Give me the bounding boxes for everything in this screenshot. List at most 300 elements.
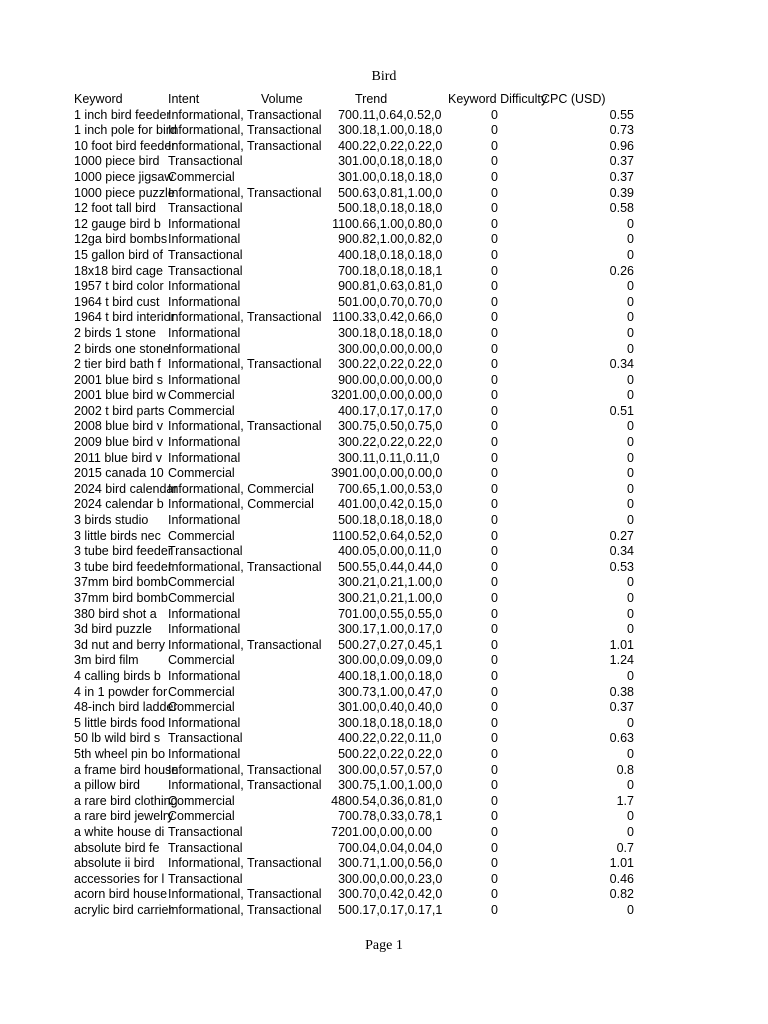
cell-trend: 0.22,0.22,0.22,0 (352, 138, 443, 153)
cell-intent: Transactional (168, 201, 243, 216)
cell-volume: 480 (331, 793, 352, 808)
table-row (74, 794, 644, 810)
table-row (74, 872, 644, 888)
cell-keyword-difficulty: 0 (491, 746, 498, 761)
table-header-row (74, 92, 644, 108)
cell-keyword-difficulty: 0 (491, 778, 498, 793)
cell-intent: Informational (168, 450, 241, 465)
cell-keyword-difficulty: 0 (491, 154, 498, 169)
cell-volume: 40 (338, 731, 352, 746)
cell-keyword-difficulty: 0 (491, 668, 498, 683)
cell-keyword-difficulty: 0 (491, 481, 498, 496)
cell-intent: Informational (168, 372, 241, 387)
cell-cpc: 0 (627, 715, 634, 730)
cell-keyword: 10 foot bird feeder (74, 138, 176, 153)
cell-cpc: 0 (627, 341, 634, 356)
cell-volume: 30 (338, 357, 352, 372)
cell-keyword-difficulty: 0 (491, 637, 498, 652)
table-row (74, 108, 644, 124)
cell-volume: 50 (338, 637, 352, 652)
cell-cpc: 0.46 (609, 871, 634, 886)
cell-intent: Commercial (168, 403, 235, 418)
table-row (74, 342, 644, 358)
cell-intent: Informational (168, 622, 241, 637)
cell-volume: 40 (338, 247, 352, 262)
cell-cpc: 0 (627, 622, 634, 637)
cell-cpc: 0.8 (616, 762, 634, 777)
cell-cpc: 0 (627, 824, 634, 839)
cell-trend: 0.04,0.04,0.04,0 (352, 840, 443, 855)
cell-intent: Informational, Transactional (168, 138, 322, 153)
page-title: Bird (371, 69, 397, 84)
cell-cpc: 0.37 (609, 169, 634, 184)
cell-intent: Transactional (168, 824, 243, 839)
cell-keyword-difficulty: 0 (491, 435, 498, 450)
cell-keyword: 3d nut and berry (74, 637, 166, 652)
cell-intent: Informational, Transactional (168, 310, 322, 325)
cell-cpc: 0.26 (609, 263, 634, 278)
table-row (74, 825, 644, 841)
cell-intent: Informational, Transactional (168, 357, 322, 372)
table-row (74, 622, 644, 638)
cell-volume: 90 (338, 232, 352, 247)
cell-intent: Informational, Transactional (168, 887, 322, 902)
table-row (74, 607, 644, 623)
cell-volume: 70 (338, 840, 352, 855)
cell-intent: Commercial (168, 700, 235, 715)
cell-keyword: absolute ii bird (74, 856, 155, 871)
cell-cpc: 0 (627, 497, 634, 512)
table-row (74, 856, 644, 872)
cell-keyword: 2 birds one stone (74, 341, 170, 356)
cell-cpc: 0.73 (609, 123, 634, 138)
cell-volume: 30 (338, 575, 352, 590)
cell-cpc: 0 (627, 419, 634, 434)
cell-keyword-difficulty: 0 (491, 809, 498, 824)
cell-trend: 0.18,0.18,0.18,0 (352, 513, 443, 528)
cell-keyword: 1000 piece jigsaw (74, 169, 174, 184)
cell-keyword-difficulty: 0 (491, 107, 498, 122)
cell-intent: Informational, Transactional (168, 902, 322, 917)
cell-cpc: 0.38 (609, 684, 634, 699)
cell-intent: Transactional (168, 263, 243, 278)
table-row (74, 591, 644, 607)
cell-trend: 1.00,0.00,0.00 (352, 824, 432, 839)
cell-keyword-difficulty: 0 (491, 450, 498, 465)
cell-keyword-difficulty: 0 (491, 169, 498, 184)
cell-keyword: 2024 bird calendar (74, 481, 178, 496)
cell-keyword: 3 tube bird feeder (74, 544, 172, 559)
cell-keyword: acrylic bird carrier (74, 902, 173, 917)
cell-cpc: 0 (627, 325, 634, 340)
cell-cpc: 0 (627, 247, 634, 262)
cell-trend: 0.00,0.00,0.00,0 (352, 372, 443, 387)
cell-keyword: 3 tube bird feeder (74, 559, 172, 574)
table-row (74, 560, 644, 576)
cell-cpc: 1.01 (609, 637, 634, 652)
cell-intent: Informational (168, 294, 241, 309)
table-row (74, 186, 644, 202)
cell-intent: Commercial (168, 575, 235, 590)
table-row (74, 731, 644, 747)
column-header-keyword-difficulty: Keyword Difficulty (448, 92, 548, 106)
cell-keyword: 37mm bird bomb (74, 591, 168, 605)
cell-volume: 70 (338, 809, 352, 824)
cell-keyword: a rare bird clothing (74, 793, 178, 808)
cell-keyword-difficulty: 0 (491, 294, 498, 309)
table-row (74, 404, 644, 420)
cell-trend: 0.18,0.18,0.18,0 (352, 247, 443, 262)
cell-trend: 0.18,0.18,0.18,0 (352, 201, 443, 216)
cell-trend: 0.17,0.17,0.17,0 (352, 403, 443, 418)
cell-intent: Informational, Commercial (168, 497, 314, 512)
cell-keyword-difficulty: 0 (491, 466, 498, 481)
cell-cpc: 0 (627, 606, 634, 621)
cell-volume: 30 (338, 653, 352, 668)
cell-trend: 1.00,0.70,0.70,0 (352, 294, 443, 309)
table-row (74, 451, 644, 467)
keyword-table (74, 92, 644, 918)
cell-trend: 0.21,0.21,1.00,0 (352, 575, 443, 590)
cell-trend: 1.00,0.18,0.18,0 (352, 154, 443, 169)
cell-intent: Informational, Transactional (168, 419, 322, 434)
cell-intent: Commercial (168, 684, 235, 699)
cell-trend: 0.18,0.18,0.18,0 (352, 325, 443, 340)
cell-trend: 0.63,0.81,1.00,0 (352, 185, 443, 200)
cell-keyword-difficulty: 0 (491, 138, 498, 153)
table-row (74, 466, 644, 482)
cell-keyword-difficulty: 0 (491, 622, 498, 637)
cell-keyword: 3d bird puzzle (74, 622, 152, 637)
cell-volume: 30 (338, 419, 352, 434)
column-header-keyword: Keyword (74, 92, 123, 106)
table-row (74, 529, 644, 545)
table-row (74, 170, 644, 186)
cell-cpc: 0 (627, 778, 634, 793)
cell-cpc: 0 (627, 746, 634, 761)
cell-volume: 30 (338, 591, 352, 605)
cell-trend: 0.00,0.00,0.00,0 (352, 341, 443, 356)
cell-trend: 0.22,0.22,0.22,0 (352, 746, 443, 761)
cell-volume: 30 (338, 684, 352, 699)
cell-trend: 0.71,1.00,0.56,0 (352, 856, 443, 871)
cell-intent: Informational, Transactional (168, 559, 322, 574)
cell-volume: 40 (338, 403, 352, 418)
cell-keyword: 12ga bird bombs (74, 232, 168, 247)
cell-trend: 0.18,1.00,0.18,0 (352, 668, 443, 683)
cell-keyword-difficulty: 0 (491, 263, 498, 278)
cell-keyword-difficulty: 0 (491, 279, 498, 294)
cell-trend: 0.18,1.00,0.18,0 (352, 123, 443, 138)
cell-intent: Informational, Transactional (168, 107, 322, 122)
cell-volume: 40 (338, 138, 352, 153)
cell-volume: 30 (338, 871, 352, 886)
cell-volume: 50 (338, 513, 352, 528)
cell-cpc: 0.39 (609, 185, 634, 200)
table-row (74, 700, 644, 716)
cell-volume: 70 (338, 107, 352, 122)
cell-intent: Informational, Transactional (168, 637, 322, 652)
cell-keyword-difficulty: 0 (491, 201, 498, 216)
table-row (74, 778, 644, 794)
cell-cpc: 0.96 (609, 138, 634, 153)
cell-keyword: 5 little birds food (74, 715, 166, 730)
cell-volume: 50 (338, 201, 352, 216)
table-row (74, 638, 644, 654)
table-row (74, 575, 644, 591)
cell-trend: 0.75,1.00,1.00,0 (352, 778, 443, 793)
cell-keyword: 5th wheel pin bo (74, 746, 166, 761)
table-row (74, 295, 644, 311)
cell-trend: 0.70,0.42,0.42,0 (352, 887, 443, 902)
cell-cpc: 0 (627, 216, 634, 231)
cell-keyword: 12 gauge bird b (74, 216, 161, 231)
table-row (74, 139, 644, 155)
cell-trend: 0.00,0.09,0.09,0 (352, 653, 443, 668)
cell-keyword-difficulty: 0 (491, 606, 498, 621)
table-row (74, 716, 644, 732)
cell-trend: 1.00,0.00,0.00,0 (352, 466, 443, 481)
cell-intent: Informational (168, 513, 241, 528)
cell-cpc: 0 (627, 668, 634, 683)
cell-intent: Informational (168, 715, 241, 730)
table-row (74, 419, 644, 435)
cell-volume: 30 (338, 778, 352, 793)
cell-cpc: 1.24 (609, 653, 634, 668)
cell-trend: 0.54,0.36,0.81,0 (352, 793, 443, 808)
cell-keyword-difficulty: 0 (491, 731, 498, 746)
cell-trend: 0.33,0.42,0.66,0 (352, 310, 443, 325)
cell-trend: 1.00,0.40,0.40,0 (352, 700, 443, 715)
cell-keyword: 2001 blue bird w (74, 388, 166, 403)
cell-cpc: 0 (627, 902, 634, 917)
cell-keyword-difficulty: 0 (491, 185, 498, 200)
cell-trend: 0.82,1.00,0.82,0 (352, 232, 443, 247)
cell-cpc: 0 (627, 232, 634, 247)
cell-trend: 0.66,1.00,0.80,0 (352, 216, 443, 231)
cell-trend: 0.21,0.21,1.00,0 (352, 591, 443, 605)
cell-intent: Informational (168, 232, 241, 247)
cell-keyword: 48-inch bird ladder (74, 700, 178, 715)
cell-keyword: 1957 t bird color (74, 279, 164, 294)
cell-trend: 0.00,0.00,0.23,0 (352, 871, 443, 886)
cell-cpc: 0 (627, 372, 634, 387)
cell-trend: 0.81,0.63,0.81,0 (352, 279, 443, 294)
table-row (74, 482, 644, 498)
cell-cpc: 1.01 (609, 856, 634, 871)
cell-cpc: 0 (627, 513, 634, 528)
cell-intent: Informational (168, 325, 241, 340)
cell-intent: Informational, Transactional (168, 123, 322, 138)
table-row (74, 497, 644, 513)
cell-trend: 0.55,0.44,0.44,0 (352, 559, 443, 574)
cell-volume: 50 (338, 902, 352, 917)
cell-volume: 30 (338, 325, 352, 340)
cell-keyword-difficulty: 0 (491, 575, 498, 590)
cell-cpc: 0.51 (609, 403, 634, 418)
cell-keyword: 50 lb wild bird s (74, 731, 161, 746)
cell-volume: 320 (331, 388, 352, 403)
cell-keyword-difficulty: 0 (491, 793, 498, 808)
cell-volume: 30 (338, 435, 352, 450)
table-row (74, 669, 644, 685)
cell-keyword: 2009 blue bird v (74, 435, 163, 450)
cell-keyword: 4 calling birds b (74, 668, 161, 683)
table-row (74, 513, 644, 529)
cell-cpc: 0.7 (616, 840, 634, 855)
cell-keyword-difficulty: 0 (491, 310, 498, 325)
cell-trend: 0.05,0.00,0.11,0 (352, 544, 442, 559)
cell-intent: Informational, Transactional (168, 185, 322, 200)
table-row (74, 841, 644, 857)
cell-cpc: 0 (627, 809, 634, 824)
cell-keyword: 3 birds studio (74, 513, 149, 528)
cell-keyword: 2002 t bird parts (74, 403, 165, 418)
cell-cpc: 1.7 (616, 793, 634, 808)
cell-cpc: 0.34 (609, 357, 634, 372)
cell-volume: 30 (338, 622, 352, 637)
cell-trend: 0.17,0.17,0.17,1 (352, 902, 443, 917)
cell-trend: 1.00,0.18,0.18,0 (352, 169, 443, 184)
cell-volume: 50 (338, 746, 352, 761)
cell-intent: Informational (168, 435, 241, 450)
cell-volume: 50 (338, 185, 352, 200)
table-row (74, 123, 644, 139)
cell-keyword: a frame bird house (74, 762, 179, 777)
cell-cpc: 0.37 (609, 154, 634, 169)
cell-intent: Commercial (168, 528, 235, 543)
table-row (74, 388, 644, 404)
cell-keyword-difficulty: 0 (491, 559, 498, 574)
cell-trend: 0.75,0.50,0.75,0 (352, 419, 443, 434)
cell-keyword: 37mm bird bomb (74, 575, 168, 590)
cell-trend: 0.22,0.22,0.22,0 (352, 435, 443, 450)
cell-trend: 0.18,0.18,0.18,1 (352, 263, 443, 278)
cell-keyword: 3 little birds nec (74, 528, 161, 543)
cell-volume: 110 (332, 216, 352, 231)
cell-trend: 0.22,0.22,0.11,0 (352, 731, 442, 746)
cell-cpc: 0 (627, 294, 634, 309)
table-row (74, 763, 644, 779)
cell-keyword: 1000 piece puzzle (74, 185, 175, 200)
cell-cpc: 0 (627, 279, 634, 294)
table-row (74, 373, 644, 389)
cell-intent: Informational (168, 606, 241, 621)
cell-cpc: 0.34 (609, 544, 634, 559)
cell-keyword: 2001 blue bird s (74, 372, 163, 387)
table-row (74, 747, 644, 763)
cell-keyword-difficulty: 0 (491, 653, 498, 668)
cell-volume: 30 (338, 762, 352, 777)
cell-intent: Informational (168, 746, 241, 761)
table-row (74, 653, 644, 669)
cell-volume: 30 (338, 450, 352, 465)
cell-keyword: 380 bird shot a (74, 606, 157, 621)
cell-intent: Commercial (168, 591, 235, 605)
cell-cpc: 0.37 (609, 700, 634, 715)
cell-keyword-difficulty: 0 (491, 357, 498, 372)
cell-cpc: 0 (627, 435, 634, 450)
cell-cpc: 0.58 (609, 201, 634, 216)
cell-keyword: absolute bird fe (74, 840, 160, 855)
cell-volume: 70 (338, 263, 352, 278)
cell-trend: 0.27,0.27,0.45,1 (352, 637, 443, 652)
cell-keyword-difficulty: 0 (491, 824, 498, 839)
cell-volume: 40 (338, 544, 352, 559)
table-row (74, 685, 644, 701)
column-header-intent: Intent (168, 92, 200, 106)
cell-keyword: 4 in 1 powder for (74, 684, 168, 699)
cell-keyword-difficulty: 0 (491, 902, 498, 917)
table-row (74, 809, 644, 825)
cell-trend: 0.22,0.22,0.22,0 (352, 357, 443, 372)
table-row (74, 326, 644, 342)
cell-intent: Informational (168, 216, 241, 231)
cell-keyword-difficulty: 0 (491, 403, 498, 418)
cell-trend: 1.00,0.00,0.00,0 (352, 388, 443, 403)
cell-intent: Commercial (168, 466, 235, 481)
table-row (74, 903, 644, 919)
cell-intent: Transactional (168, 154, 243, 169)
cell-volume: 30 (338, 123, 352, 138)
table-row (74, 248, 644, 264)
cell-keyword: 12 foot tall bird (74, 201, 156, 216)
cell-keyword: a rare bird jewelry (74, 809, 174, 824)
cell-keyword-difficulty: 0 (491, 341, 498, 356)
cell-volume: 30 (338, 169, 352, 184)
cell-cpc: 0.27 (609, 528, 634, 543)
cell-keyword-difficulty: 0 (491, 216, 498, 231)
cell-volume: 110 (332, 528, 352, 543)
cell-cpc: 0 (627, 310, 634, 325)
cell-volume: 30 (338, 887, 352, 902)
cell-keyword: 1 inch pole for bird (74, 123, 177, 138)
cell-keyword-difficulty: 0 (491, 762, 498, 777)
cell-keyword-difficulty: 0 (491, 544, 498, 559)
cell-trend: 0.52,0.64,0.52,0 (352, 528, 443, 543)
cell-keyword-difficulty: 0 (491, 388, 498, 403)
cell-intent: Transactional (168, 871, 243, 886)
cell-keyword: 1 inch bird feeder (74, 107, 171, 122)
cell-keyword: a pillow bird (74, 778, 141, 793)
cell-cpc: 0 (627, 388, 634, 403)
table-row (74, 232, 644, 248)
cell-trend: 0.00,0.57,0.57,0 (352, 762, 443, 777)
page-number: Page 1 (365, 938, 403, 953)
table-row (74, 544, 644, 560)
cell-intent: Transactional (168, 544, 243, 559)
cell-volume: 90 (338, 372, 352, 387)
cell-volume: 40 (338, 497, 352, 512)
cell-keyword-difficulty: 0 (491, 700, 498, 715)
cell-volume: 110 (332, 310, 352, 325)
cell-volume: 70 (338, 481, 352, 496)
cell-intent: Informational (168, 279, 241, 294)
cell-volume: 720 (331, 824, 352, 839)
cell-intent: Informational, Transactional (168, 778, 322, 793)
cell-keyword-difficulty: 0 (491, 372, 498, 387)
table-row (74, 264, 644, 280)
cell-cpc: 0.82 (609, 887, 634, 902)
cell-cpc: 0.63 (609, 731, 634, 746)
cell-intent: Commercial (168, 809, 235, 824)
table-row (74, 357, 644, 373)
cell-keyword: 2 tier bird bath f (74, 357, 161, 372)
column-header-cpc: CPC (USD) (541, 92, 606, 106)
table-row (74, 310, 644, 326)
cell-keyword-difficulty: 0 (491, 684, 498, 699)
cell-cpc: 0 (627, 466, 634, 481)
